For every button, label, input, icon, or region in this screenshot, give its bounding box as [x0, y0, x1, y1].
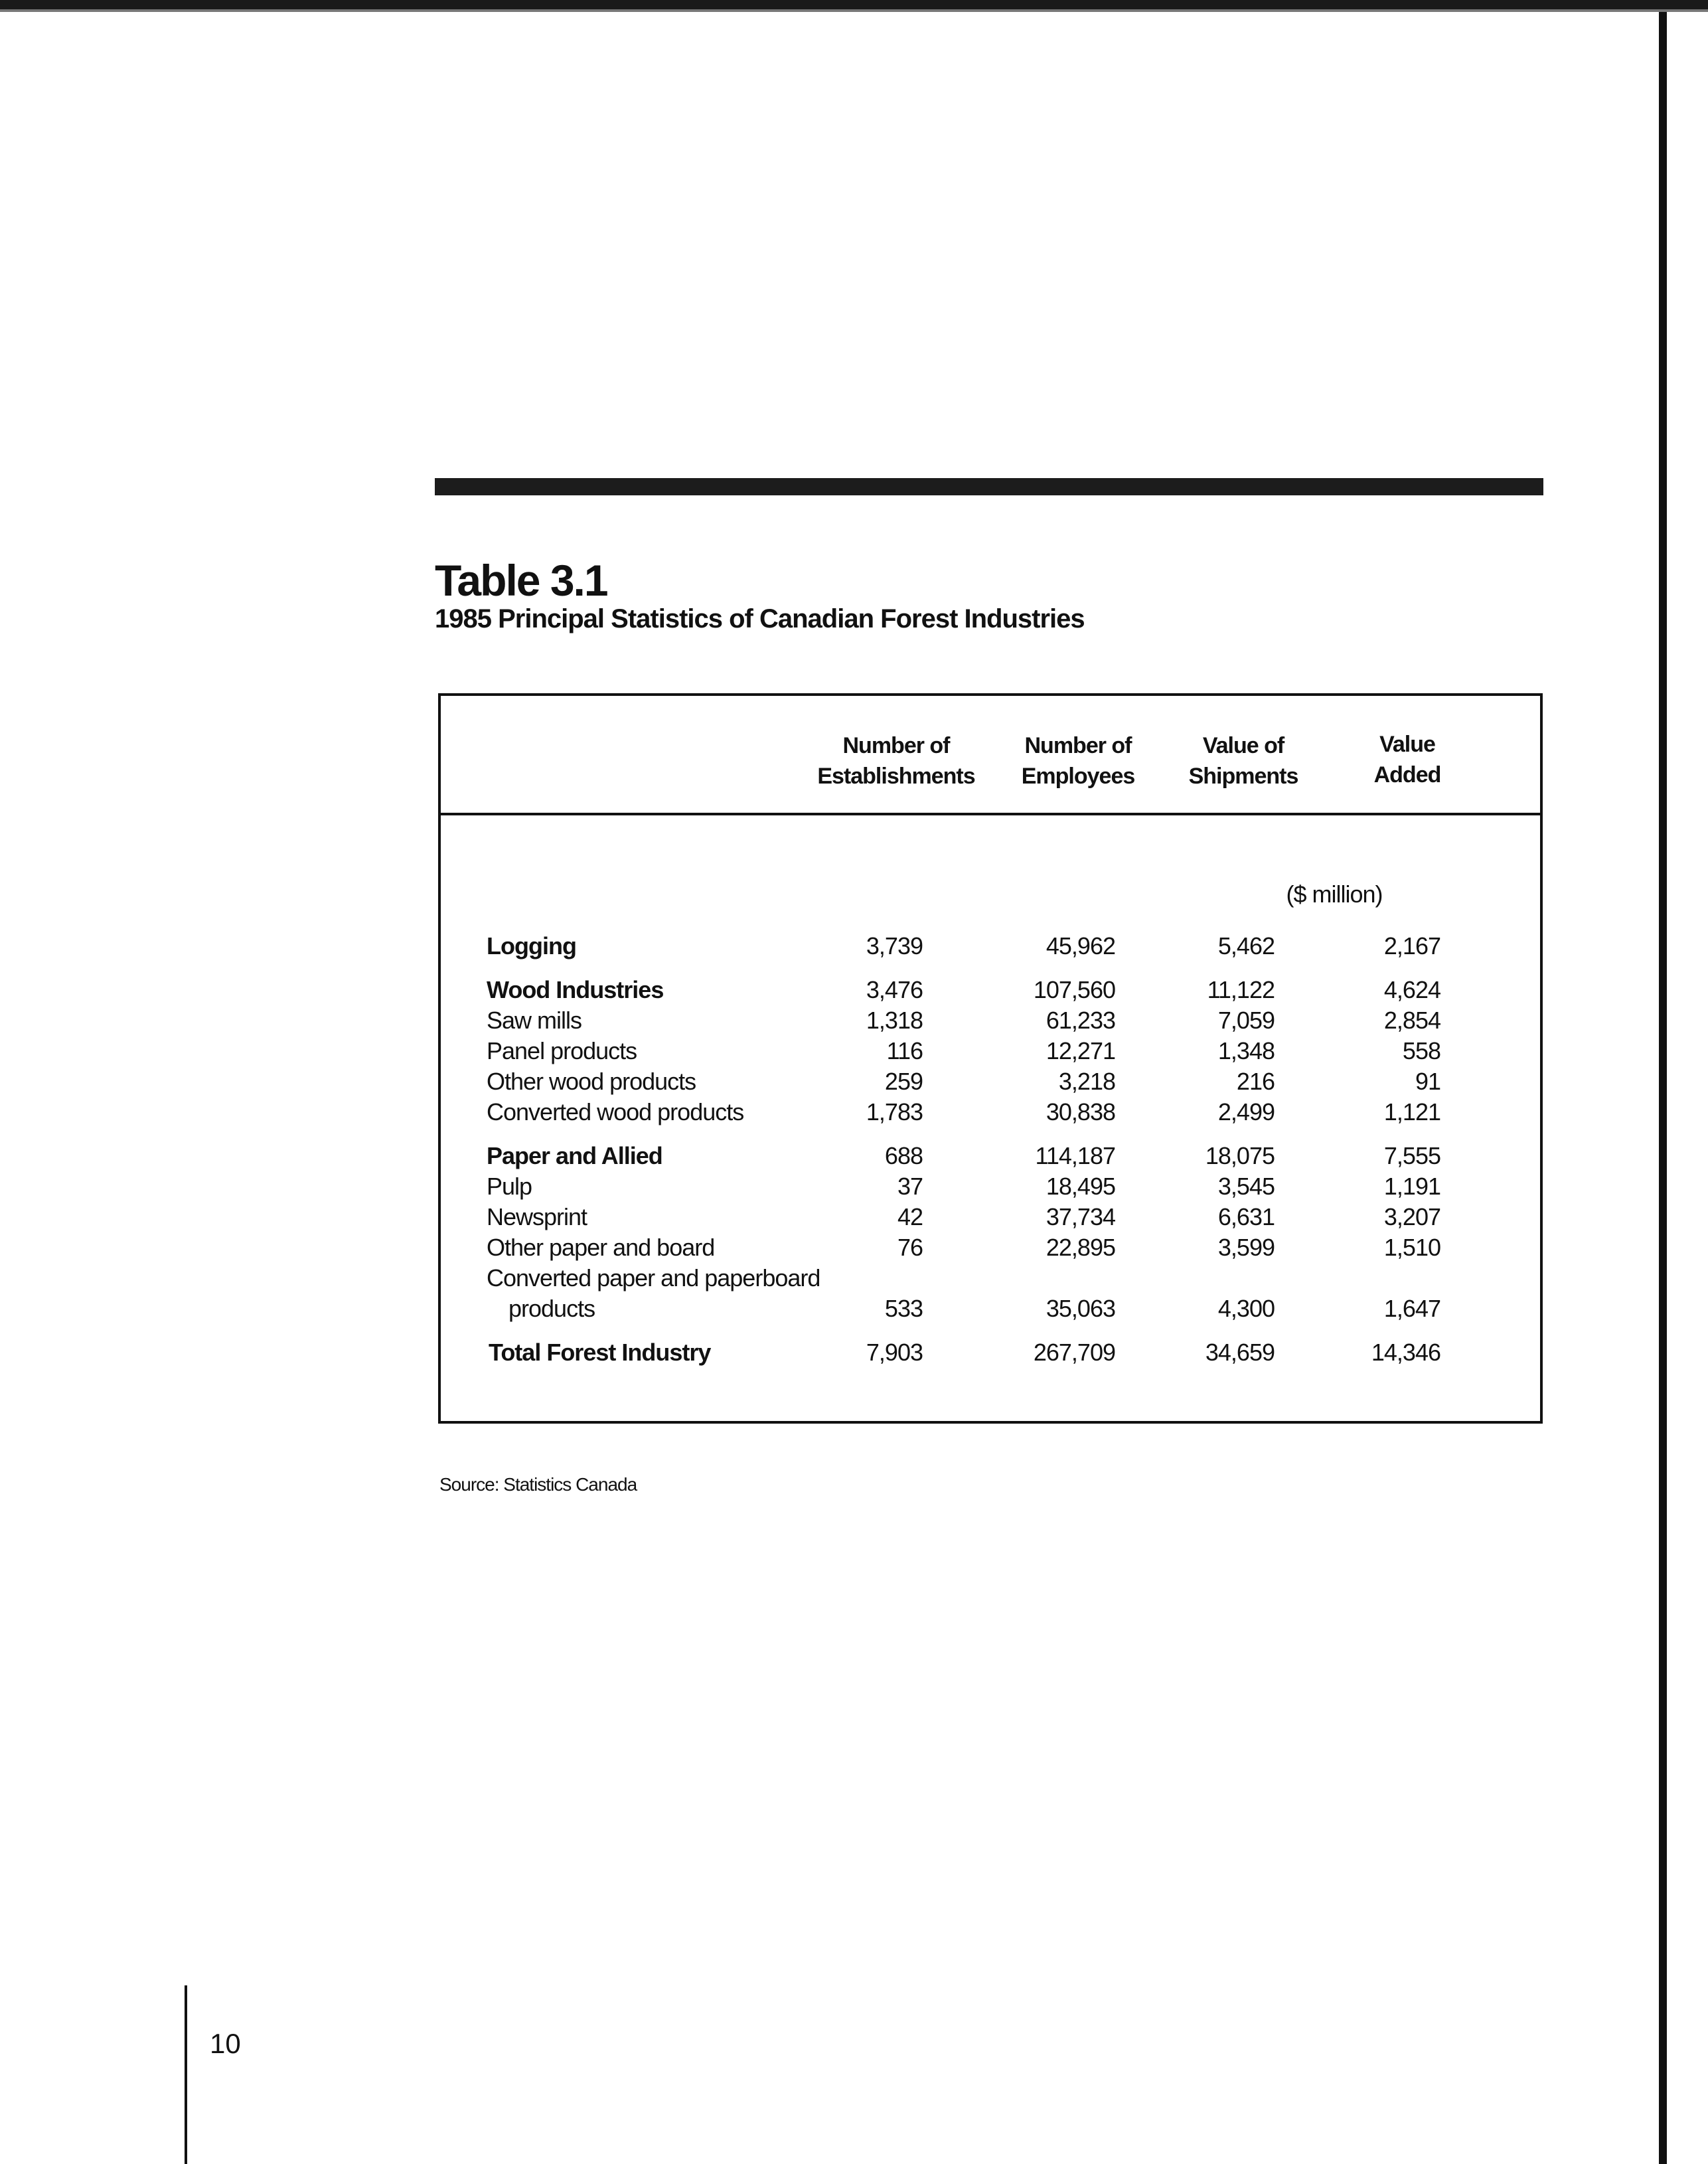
table-row [0, 1098, 1708, 1129]
cell-value-added: 558 [1402, 1037, 1440, 1064]
row-label: Saw mills [487, 1007, 582, 1034]
table-subtitle: 1985 Principal Statistics of Canadian Forest Industries [435, 604, 1085, 633]
cell-establishments: 76 [897, 1234, 923, 1261]
table-row [0, 1173, 1708, 1203]
cell-employees: 30,838 [1046, 1098, 1115, 1125]
cell-value-added: 1,191 [1383, 1173, 1440, 1200]
cell-establishments: 1,318 [866, 1007, 923, 1034]
row-label: Logging [487, 932, 576, 959]
cell-employees: 12,271 [1046, 1037, 1115, 1064]
cell-value-added: 3,207 [1383, 1203, 1440, 1230]
cell-establishments: 259 [884, 1068, 923, 1095]
page-number: 10 [210, 2028, 241, 2059]
cell-establishments: 3,739 [866, 932, 923, 959]
cell-shipments: 3,545 [1217, 1173, 1275, 1200]
cell-employees: 35,063 [1046, 1295, 1115, 1322]
column-header-line: Employees [1021, 764, 1135, 789]
unit-note: ($ million) [1286, 880, 1383, 908]
page-margin-rule [185, 1985, 187, 2164]
cell-shipments: 1,348 [1217, 1037, 1275, 1064]
cell-establishments: 116 [886, 1037, 923, 1064]
column-header-line: Added [1373, 762, 1441, 788]
cell-shipments: 7,059 [1217, 1007, 1275, 1034]
cell-shipments: 3,599 [1217, 1234, 1275, 1261]
table-row [0, 976, 1708, 1007]
column-header-line: Value of [1202, 733, 1284, 758]
cell-shipments: 4,300 [1217, 1295, 1275, 1322]
cell-establishments: 42 [897, 1203, 923, 1230]
cell-employees: 22,895 [1046, 1234, 1115, 1261]
cell-value-added: 4,624 [1383, 976, 1440, 1003]
top-scan-border-thin [0, 9, 1708, 12]
table-row [0, 932, 1708, 963]
table-row [0, 1339, 1708, 1369]
cell-employees: 61,233 [1046, 1007, 1115, 1034]
column-header-line: Establishments [817, 764, 975, 789]
table-header-rule [438, 813, 1543, 815]
row-label: Other paper and board [487, 1234, 715, 1261]
table-row [0, 1142, 1708, 1173]
row-label: Converted wood products [487, 1098, 744, 1125]
cell-employees: 107,560 [1033, 976, 1115, 1003]
table-title: Table 3.1 [435, 556, 607, 605]
row-label: Converted paper and paperboard [487, 1264, 820, 1291]
table-top-rule [435, 478, 1543, 495]
cell-value-added: 14,346 [1371, 1339, 1440, 1366]
table-row [0, 1037, 1708, 1068]
cell-shipments: 18,075 [1205, 1142, 1275, 1169]
row-label: Paper and Allied [487, 1142, 662, 1169]
cell-value-added: 2,167 [1383, 932, 1440, 959]
cell-shipments: 5,462 [1217, 932, 1275, 959]
cell-employees: 114,187 [1035, 1142, 1115, 1169]
cell-establishments: 3,476 [866, 976, 923, 1003]
source-note: Source: Statistics Canada [439, 1474, 637, 1495]
cell-employees: 3,218 [1058, 1068, 1115, 1095]
cell-establishments: 688 [884, 1142, 923, 1169]
cell-value-added: 1,121 [1383, 1098, 1440, 1125]
row-label: Panel products [487, 1037, 637, 1064]
cell-employees: 45,962 [1046, 932, 1115, 959]
cell-value-added: 1,647 [1383, 1295, 1440, 1322]
cell-value-added: 91 [1415, 1068, 1440, 1095]
cell-establishments: 533 [884, 1295, 923, 1322]
table-row [0, 1068, 1708, 1098]
column-header-line: Shipments [1188, 764, 1298, 789]
table-row [0, 1007, 1708, 1037]
cell-shipments: 11,122 [1207, 976, 1275, 1003]
cell-value-added: 7,555 [1383, 1142, 1440, 1169]
column-header-line: Value [1379, 732, 1435, 757]
table-row [0, 1203, 1708, 1234]
top-scan-border [0, 0, 1708, 9]
cell-value-added: 1,510 [1383, 1234, 1440, 1261]
column-header-value-added [1301, 729, 1514, 790]
cell-value-added: 2,854 [1383, 1007, 1440, 1034]
cell-establishments: 1,783 [866, 1098, 923, 1125]
cell-establishments: 7,903 [866, 1339, 923, 1366]
cell-shipments: 6,631 [1217, 1203, 1275, 1230]
table-row [0, 1234, 1708, 1264]
column-header-line: Number of [1024, 733, 1132, 758]
column-header-line: Number of [842, 733, 950, 758]
cell-employees: 37,734 [1046, 1203, 1115, 1230]
cell-employees: 267,709 [1033, 1339, 1115, 1366]
row-label: Wood Industries [487, 976, 664, 1003]
row-label: Total Forest Industry [489, 1339, 711, 1366]
cell-shipments: 34,659 [1205, 1339, 1275, 1366]
cell-shipments: 2,499 [1217, 1098, 1275, 1125]
row-label: Other wood products [487, 1068, 696, 1095]
column-header-establishments [790, 730, 1002, 791]
table-row [0, 1264, 1708, 1295]
row-label: products [508, 1295, 595, 1322]
cell-shipments: 216 [1236, 1068, 1275, 1095]
table-row [0, 1295, 1708, 1325]
cell-establishments: 37 [897, 1173, 923, 1200]
cell-employees: 18,495 [1046, 1173, 1115, 1200]
row-label: Newsprint [487, 1203, 587, 1230]
row-label: Pulp [487, 1173, 532, 1200]
